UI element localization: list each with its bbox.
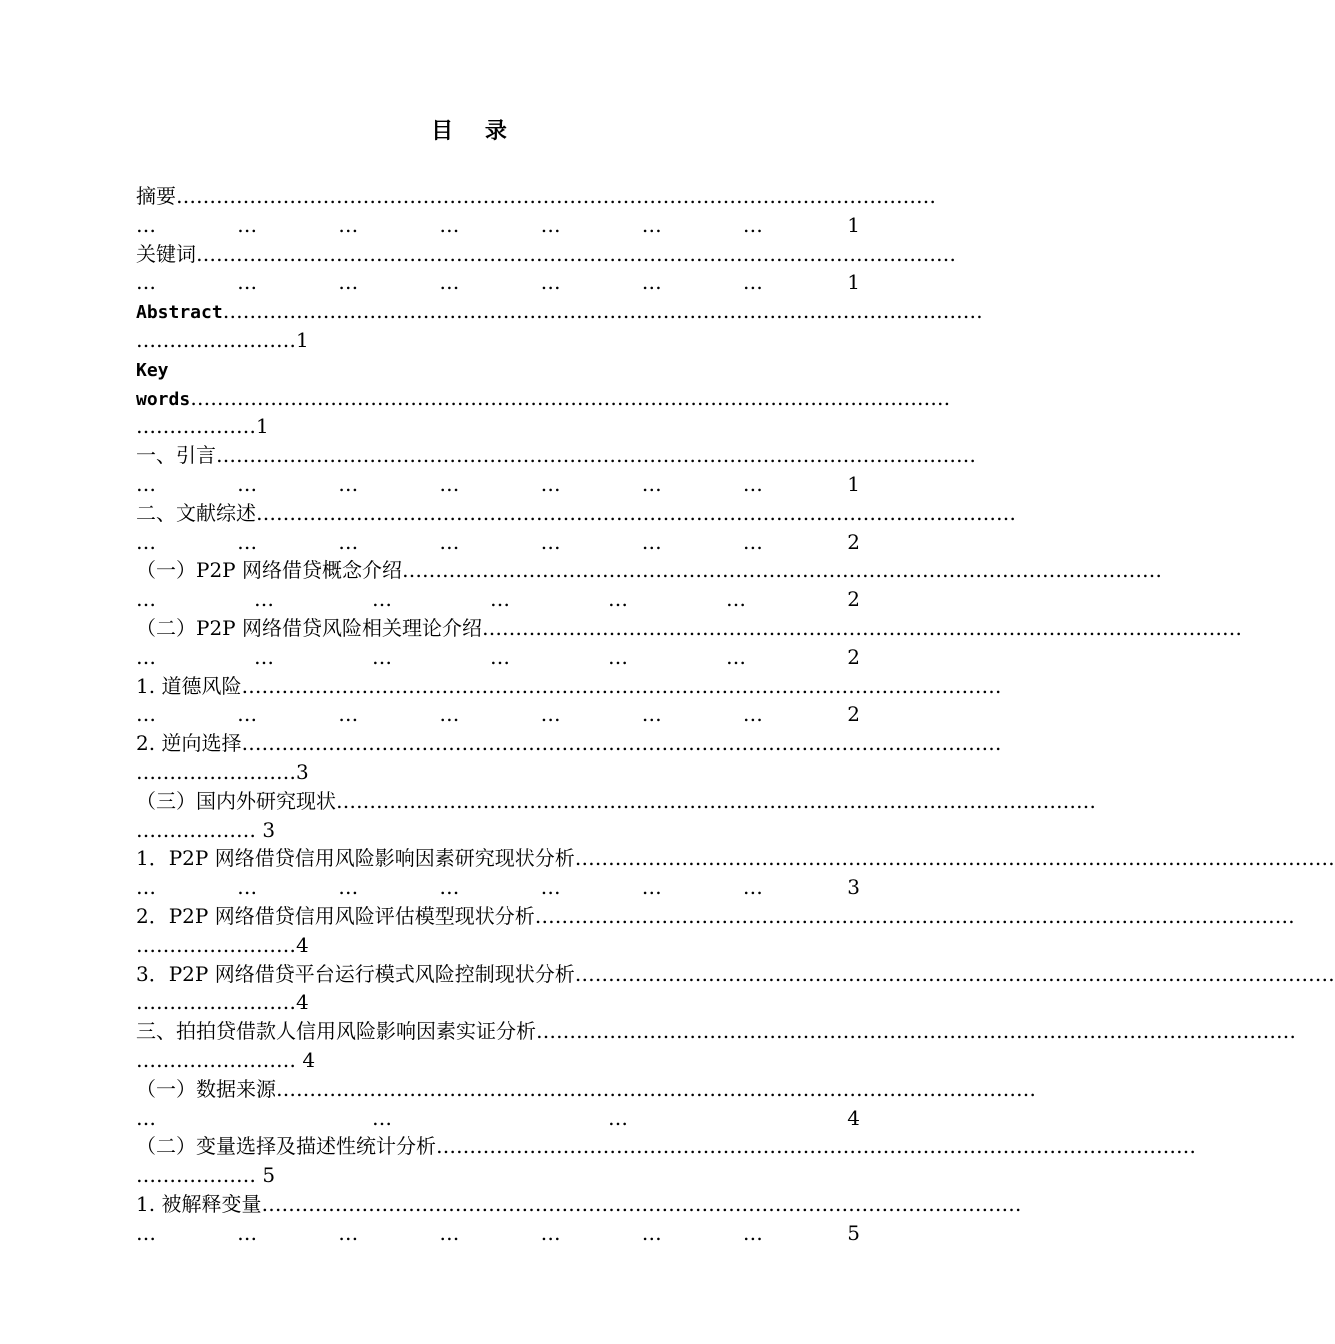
toc-leader-with-page: …………………… 4 [136, 1047, 316, 1072]
toc-page-number: 2 [847, 702, 860, 727]
toc-leader-dot: … [641, 212, 662, 237]
toc-entry-label: 关键词 [136, 241, 196, 266]
toc-leader-dot: … [540, 270, 561, 295]
toc-entry-label: 1．P2P 网络借贷信用风险影响因素研究现状分析 [136, 846, 575, 871]
toc-leader-dot: … [338, 702, 359, 727]
toc-leader-dots: …………………………………………………………………………………………………… [402, 558, 1162, 583]
toc-leader-dot: … [641, 529, 662, 554]
toc-leader-dot: … [136, 212, 156, 237]
toc-leader-dots: …………………………………………………………………………………………………… [241, 731, 1002, 756]
toc-entry-label: 1. 被解释变量 [136, 1191, 262, 1216]
toc-leader-dot: … [742, 875, 763, 900]
toc-leader-with-page: ……………… 5 [136, 1163, 276, 1188]
toc-entry-label: 1. 道德风险 [136, 673, 242, 698]
toc-leader-dot: … [742, 1220, 763, 1245]
toc-leader-dot: … [338, 471, 359, 496]
toc-leader-with-page: ……………………4 [136, 990, 309, 1015]
toc-leader-dot: … [641, 1220, 662, 1245]
table-of-contents [136, 182, 1335, 1247]
toc-entry-label: （一）P2P 网络借贷概念介绍 [136, 558, 402, 583]
toc-leader-dot: … [338, 875, 359, 900]
toc-leader-dot: … [726, 644, 746, 669]
toc-leader-with-page: ……………… 3 [136, 817, 276, 842]
toc-leader-with-page: ……………………4 [136, 932, 309, 957]
toc-leader-dot: … [136, 1220, 156, 1245]
toc-leader-dots: …………………………………………………………………………………………………… [536, 1019, 1296, 1044]
toc-entry-label: 一、引言 [136, 443, 216, 468]
toc-leader-dot: … [136, 471, 156, 496]
toc-leader-dot: … [254, 644, 274, 669]
toc-leader-dot: … [439, 471, 460, 496]
toc-page-number: 2 [847, 644, 860, 669]
toc-leader-dot: … [641, 270, 662, 295]
toc-leader-dot: … [237, 270, 258, 295]
toc-page-number: 2 [847, 587, 860, 612]
toc-leader-dot: … [742, 471, 763, 496]
toc-entry[interactable] [136, 960, 1335, 1018]
toc-entry[interactable] [136, 787, 1096, 845]
toc-leader-dot: … [237, 702, 258, 727]
toc-entry-label: 2．P2P 网络借贷信用风险评估模型现状分析 [136, 903, 535, 928]
toc-leader-dot: … [136, 529, 156, 554]
toc-entry-label: 3．P2P 网络借贷平台运行模式风险控制现状分析 [136, 961, 575, 986]
page-title: 目 录 [431, 119, 519, 144]
toc-leader-dots: …………………………………………………………………………………………………… [261, 1191, 1022, 1216]
toc-page-number: 5 [847, 1220, 860, 1245]
toc-leader-dot: … [136, 587, 156, 612]
toc-leader-dot: … [136, 1105, 156, 1130]
toc-leader-dots: …………………………………………………………………………………………………… [574, 961, 1335, 986]
toc-leader-dot: … [742, 212, 763, 237]
toc-leader-dots: …………………………………………………………………………………………………… [196, 241, 956, 266]
toc-leader-dots: …………………………………………………………………………………………………… [216, 443, 976, 468]
toc-leader-dot: … [641, 702, 662, 727]
toc-leader-dot: … [254, 587, 274, 612]
toc-leader-dot: … [439, 529, 460, 554]
toc-leader-dot: … [540, 529, 561, 554]
toc-page-number: 4 [847, 1105, 860, 1130]
toc-entry-label: 2. 逆向选择 [136, 731, 242, 756]
toc-leader-dot: … [237, 529, 258, 554]
toc-leader-dot: … [237, 212, 258, 237]
toc-leader-dot: … [641, 875, 662, 900]
toc-entry-label: 摘要 [136, 184, 176, 208]
toc-leader-dots: …………………………………………………………………………………………………… [534, 903, 1295, 928]
toc-leader-dot: … [372, 644, 392, 669]
toc-leader-dot: … [490, 644, 510, 669]
toc-entry[interactable] [136, 729, 1002, 787]
toc-entry-label: （一）数据来源 [136, 1076, 276, 1101]
toc-leader-dot: … [237, 1220, 258, 1245]
toc-leader-dot: … [439, 212, 460, 237]
toc-leader-dots: …………………………………………………………………………………………………… [190, 385, 951, 410]
toc-leader-dot: … [136, 270, 156, 295]
toc-leader-dots: …………………………………………………………………………………………………… [176, 184, 936, 208]
toc-entry[interactable] [136, 1017, 1296, 1075]
toc-leader-dot: … [439, 702, 460, 727]
toc-entry[interactable] [136, 614, 1242, 672]
toc-leader-dots: …………………………………………………………………………………………………… [276, 1076, 1036, 1101]
toc-leader-dot: … [742, 702, 763, 727]
toc-page-number: 3 [847, 875, 860, 900]
toc-leader-dot: … [338, 212, 359, 237]
toc-entry[interactable] [136, 844, 1335, 902]
toc-leader-with-page: ………………1 [136, 414, 269, 439]
toc-leader-dot: … [608, 1105, 628, 1130]
toc-entry-label: （二）变量选择及描述性统计分析 [136, 1134, 436, 1159]
toc-entry[interactable] [136, 902, 1295, 960]
toc-leader-with-page: ……………………1 [136, 327, 309, 352]
toc-leader-dot: … [338, 270, 359, 295]
toc-entry[interactable] [136, 441, 976, 499]
toc-page-number: 1 [847, 212, 860, 237]
toc-leader-with-page: ……………………3 [136, 759, 309, 784]
toc-entry[interactable] [136, 1190, 1022, 1248]
toc-leader-dot: … [338, 529, 359, 554]
toc-entry[interactable] [136, 240, 956, 298]
toc-leader-dot: … [439, 875, 460, 900]
toc-entry[interactable] [136, 499, 1016, 557]
toc-leader-dots: …………………………………………………………………………………………………… [436, 1134, 1196, 1159]
toc-entry-label: Abstract [136, 302, 223, 324]
toc-leader-dots: …………………………………………………………………………………………………… [482, 615, 1242, 640]
toc-leader-dot: … [742, 529, 763, 554]
toc-leader-dots: …………………………………………………………………………………………………… [241, 673, 1002, 698]
toc-leader-dot: … [540, 471, 561, 496]
toc-leader-dot: … [641, 471, 662, 496]
toc-leader-dot: … [439, 1220, 460, 1245]
toc-entry[interactable] [136, 384, 951, 442]
toc-leader-dot: … [439, 270, 460, 295]
toc-leader-dot: … [540, 702, 561, 727]
toc-leader-dot: … [372, 587, 392, 612]
toc-page-number: 1 [847, 471, 860, 496]
toc-leader-dots: …………………………………………………………………………………………………… [256, 500, 1016, 525]
toc-entry[interactable] [136, 1132, 1196, 1190]
toc-entry[interactable] [136, 182, 936, 240]
toc-leader-dots: …………………………………………………………………………………………………… [336, 788, 1096, 813]
toc-leader-dot: … [136, 875, 156, 900]
toc-entry-label: 三、拍拍贷借款人信用风险影响因素实证分析 [136, 1019, 536, 1044]
toc-leader-dot: … [372, 1105, 392, 1130]
toc-leader-dot: … [237, 471, 258, 496]
toc-entry-label: （三）国内外研究现状 [136, 788, 336, 813]
toc-entry[interactable] [136, 556, 1162, 614]
toc-leader-dots: …………………………………………………………………………………………………… [574, 846, 1335, 871]
toc-entry[interactable] [136, 1075, 1036, 1133]
toc-leader-dot: … [136, 702, 156, 727]
toc-entry-label: 二、文献综述 [136, 500, 256, 525]
toc-leader-dot: … [237, 875, 258, 900]
toc-entry[interactable] [136, 355, 860, 384]
toc-leader-dot: … [540, 875, 561, 900]
toc-entry-label: Key [136, 359, 169, 381]
toc-page-number: 1 [847, 270, 860, 295]
toc-page-number: 2 [847, 529, 860, 554]
toc-leader-dot: … [608, 644, 628, 669]
toc-leader-dot: … [540, 1220, 561, 1245]
toc-entry[interactable] [136, 672, 1002, 730]
toc-leader-dot: … [726, 587, 746, 612]
toc-leader-dot: … [338, 1220, 359, 1245]
toc-leader-dot: … [136, 644, 156, 669]
toc-leader-dots: …………………………………………………………………………………………………… [222, 299, 983, 324]
toc-leader-dot: … [608, 587, 628, 612]
toc-leader-dot: … [742, 270, 763, 295]
toc-entry-label: （二）P2P 网络借贷风险相关理论介绍 [136, 615, 482, 640]
toc-leader-dot: … [490, 587, 510, 612]
toc-leader-dot: … [540, 212, 561, 237]
toc-entry-label: words [136, 388, 191, 410]
toc-entry[interactable] [136, 297, 983, 355]
